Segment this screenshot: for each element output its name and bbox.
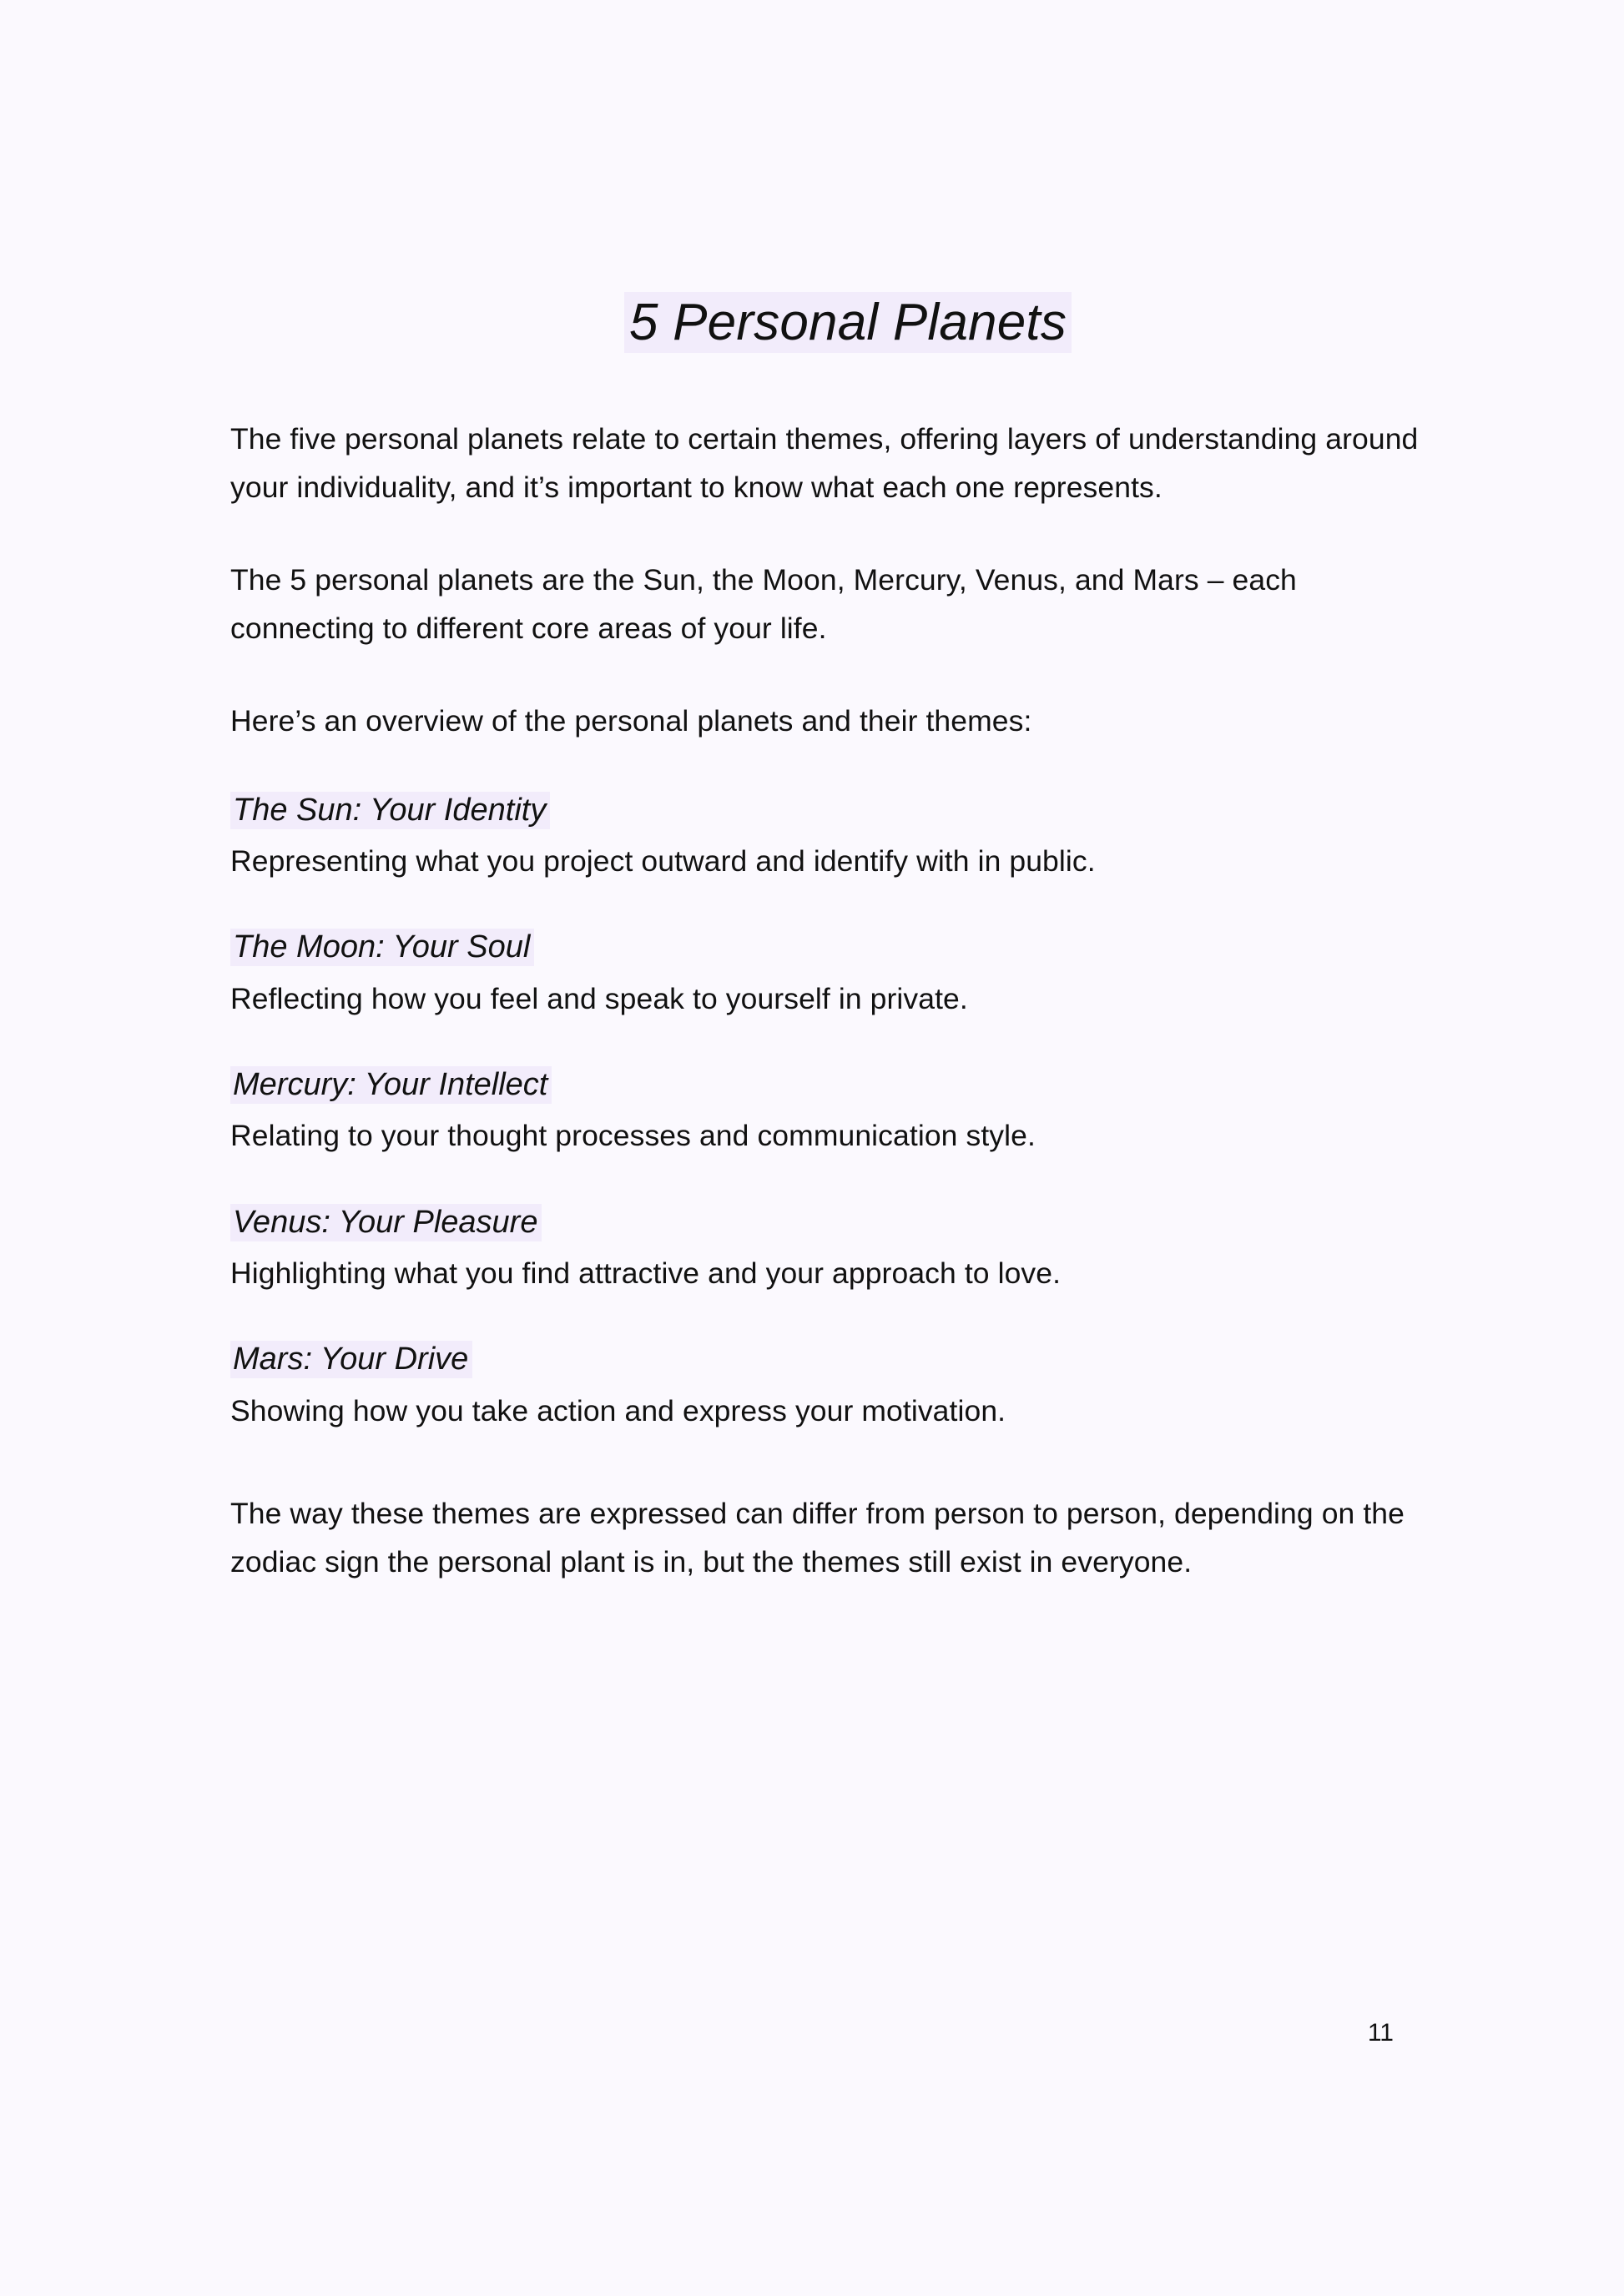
intro-paragraph-1: The five personal planets relate to certain themes, offering layers of understanding around your individuality, and it’s important to know what each one represents.: [230, 422, 1419, 505]
section-heading: [230, 927, 1465, 968]
section-body: Reflecting how you feel and speak to yourself in private.: [230, 981, 968, 1015]
document-body: [230, 292, 1465, 1631]
section-heading-text: Mercury: Your Intellect: [230, 1066, 552, 1104]
page-title: [230, 292, 1465, 354]
page-number: 11: [1367, 2019, 1394, 2047]
section-body: Representing what you project outward and identify with in public.: [230, 844, 1096, 879]
section-heading-text: Venus: Your Pleasure: [230, 1204, 542, 1241]
section-the-moon: [230, 927, 1465, 1021]
section-heading-text: The Moon: Your Soul: [230, 929, 534, 966]
section-body: Highlighting what you find attractive and your approach to love.: [230, 1256, 1062, 1290]
section-the-sun: [230, 790, 1465, 884]
section-mars: [230, 1339, 1465, 1433]
section-heading-text: The Sun: Your Identity: [230, 792, 550, 829]
section-heading: [230, 1339, 1465, 1380]
page-title-text: 5 Personal Planets: [624, 292, 1072, 353]
intro-paragraph-3: Here’s an overview of the personal planets and their themes:: [230, 703, 1032, 738]
section-body: Showing how you take action and express your motivation.: [230, 1393, 1006, 1427]
section-heading: [230, 790, 1465, 831]
closing-paragraph: The way these themes are expressed can differ from person to person, depending on the zodiac sign the personal plant is in, but the themes still exist in everyone.: [230, 1496, 1405, 1578]
section-heading: [230, 1202, 1465, 1243]
intro-paragraph-2: The 5 personal planets are the Sun, the Moon, Mercury, Venus, and Mars – each connecting to different core areas of your life.: [230, 563, 1297, 645]
section-heading: [230, 1065, 1465, 1105]
section-venus: [230, 1202, 1465, 1297]
section-mercury: [230, 1065, 1465, 1159]
section-heading-text: Mars: Your Drive: [230, 1341, 472, 1378]
section-body: Relating to your thought processes and communication style.: [230, 1119, 1036, 1153]
